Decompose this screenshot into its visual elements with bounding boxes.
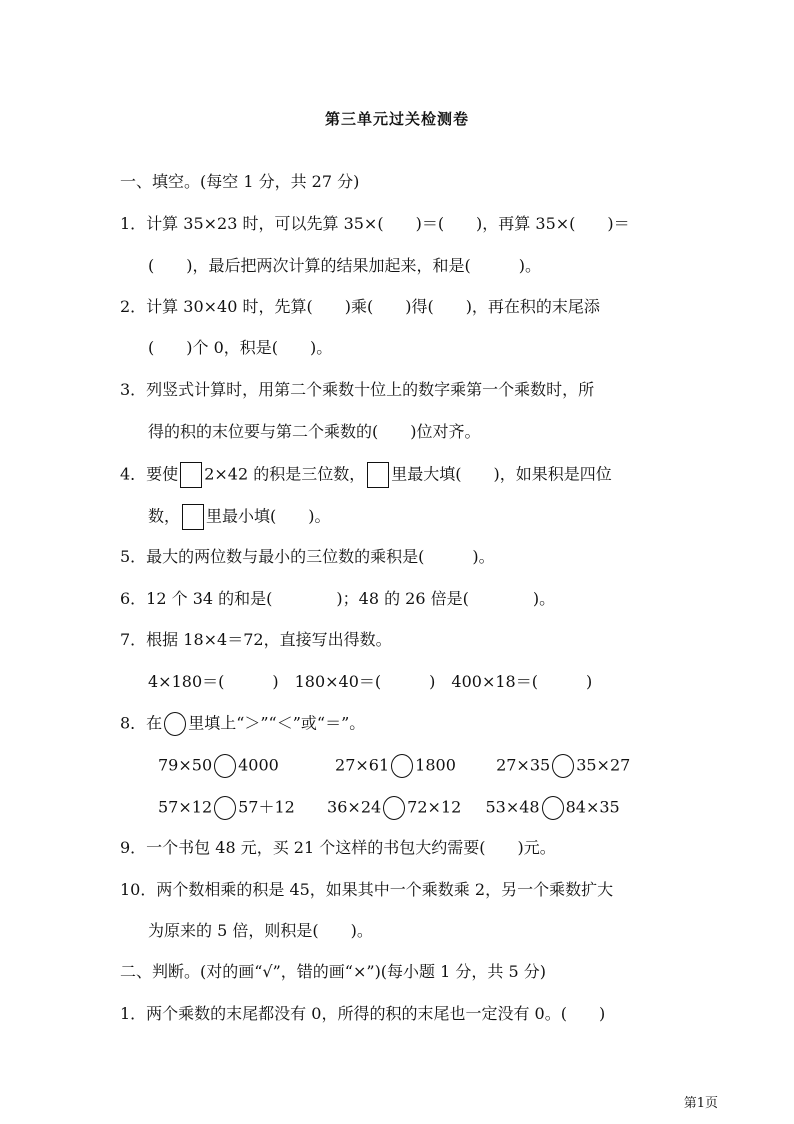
page-title: 第三单元过关检测卷 — [324, 110, 469, 128]
expr: 57＋12 — [238, 797, 295, 817]
compare-circle[interactable] — [164, 712, 186, 736]
answer-box[interactable] — [180, 462, 202, 488]
q8-row1 — [158, 754, 630, 778]
q4-text-e: 里最小填( )。 — [206, 506, 331, 526]
expr: 53×48 — [485, 797, 540, 817]
q8-text-b: 里填上“＞”“＜”或“＝”。 — [188, 713, 366, 733]
expr: 79×50 — [158, 755, 213, 775]
answer-box[interactable] — [367, 462, 389, 488]
expr: 4000 — [238, 755, 279, 775]
compare-circle[interactable] — [383, 796, 405, 820]
q2-line1: 2．计算 30×40 时，先算( )乘( )得( )，再在积的末尾添 — [120, 297, 600, 316]
q8-row2 — [158, 796, 620, 820]
compare-circle[interactable] — [214, 754, 236, 778]
q5: 5．最大的两位数与最小的三位数的乘积是( )。 — [120, 547, 495, 566]
q4-line1 — [120, 462, 612, 488]
q1-line2: ( )，最后把两次计算的结果加起来，和是( )。 — [148, 256, 541, 275]
q2-line2: ( )个 0，积是( )。 — [148, 338, 333, 357]
expr: 35×27 — [576, 755, 631, 775]
q10-line1: 10．两个数相乘的积是 45，如果其中一个乘数乘 2，另一个乘数扩大 — [120, 880, 614, 899]
q8-text-a: 8．在 — [120, 713, 163, 733]
expr: 72×12 — [407, 797, 462, 817]
page-number: 第1页 — [683, 1096, 718, 1111]
q7-line2: 4×180＝( ) 180×40＝( ) 400×18＝( ) — [148, 672, 593, 691]
q7-line1: 7．根据 18×4＝72，直接写出得数。 — [120, 630, 392, 649]
q3-line1: 3．列竖式计算时，用第二个乘数十位上的数字乘第一个乘数时，所 — [120, 380, 595, 399]
compare-circle[interactable] — [542, 796, 564, 820]
q3-line2: 得的积的末位要与第二个乘数的( )位对齐。 — [148, 422, 481, 441]
q4-text-c: 里最大填( )，如果积是四位 — [391, 464, 612, 484]
q4-text-d: 数， — [148, 506, 181, 526]
q10-line2: 为原来的 5 倍，则积是( )。 — [148, 921, 373, 940]
expr: 1800 — [415, 755, 456, 775]
q8-line1 — [120, 712, 365, 736]
section-1-heading: 一、填空。(每空 1 分，共 27 分) — [120, 172, 360, 191]
q4-text-b: 2×42 的积是三位数， — [204, 464, 366, 484]
expr: 27×61 — [335, 755, 390, 775]
expr: 36×24 — [327, 797, 382, 817]
q9: 9．一个书包 48 元，买 21 个这样的书包大约需要( )元。 — [120, 838, 556, 857]
expr: 84×35 — [565, 797, 620, 817]
q4-line2 — [148, 504, 331, 530]
section-2-heading: 二、判断。(对的画“√”，错的画“×”)(每小题 1 分，共 5 分) — [120, 962, 546, 981]
expr: 57×12 — [158, 797, 213, 817]
compare-circle[interactable] — [214, 796, 236, 820]
q1-line1: 1．计算 35×23 时，可以先算 35×( )＝( )，再算 35×( )＝ — [120, 214, 630, 233]
q6: 6．12 个 34 的和是( )；48 的 26 倍是( )。 — [120, 589, 556, 608]
judge-1: 1．两个乘数的末尾都没有 0，所得的积的末尾也一定没有 0。( ) — [120, 1004, 606, 1023]
compare-circle[interactable] — [552, 754, 574, 778]
compare-circle[interactable] — [391, 754, 413, 778]
expr: 27×35 — [496, 755, 551, 775]
q4-text-a: 4．要使 — [120, 464, 179, 484]
answer-box[interactable] — [182, 504, 204, 530]
